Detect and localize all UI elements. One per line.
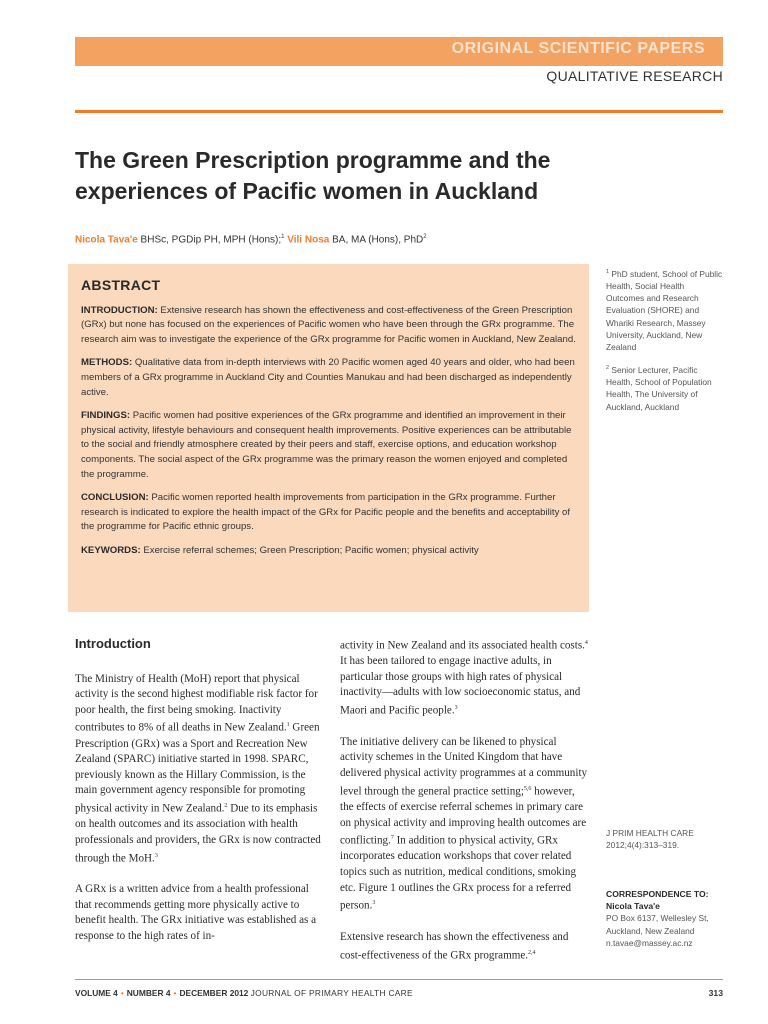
- abstract-heading: ABSTRACT: [81, 277, 161, 293]
- author-line: [75, 234, 427, 245]
- introduction-heading: Introduction: [75, 636, 151, 651]
- correspondence-address-1: PO Box 6137, Wellesley St,: [606, 913, 709, 924]
- citation: [606, 827, 724, 851]
- header-divider: [75, 110, 723, 113]
- methods-label: METHODS:: [81, 357, 133, 369]
- correspondence-name: Nicola Tava'e: [606, 901, 660, 912]
- author-2-affiliation-mark: 2: [423, 234, 427, 240]
- correspondence-heading: CORRESPONDENCE TO:: [606, 889, 709, 899]
- body-column-2: [340, 636, 591, 979]
- conclusion-label: CONCLUSION:: [81, 492, 149, 504]
- conclusion-text: Pacific women reported health improvements from participation in the GRx programme. Further research is indicated to explore the health impact of the GRx for Pacific people and the benefits and acceptability of the programme for Pacific ethnic groups.: [81, 492, 571, 533]
- findings-label: FINDINGS:: [81, 410, 131, 422]
- introduction-text: Extensive research has shown the effectiveness and cost-effectiveness of the Green Prescription (GRx) but none has focused on the experiences of Pacific women who have been through the GRx programme. The research aim was to investigate the experience of the GRx programme for Pacific women in Auckland, New Zealand.: [81, 304, 576, 345]
- abstract-conclusion: [81, 491, 577, 535]
- affiliation-1: $^1$ PhD student, School of Public Health, Social Health Outcomes and Research Evaluation (SHORE) and Whariki Research, Massey University, Auckland, New Zealand: [606, 268, 723, 353]
- page-number: 313: [708, 988, 723, 998]
- author-1-affiliation-mark: 1: [281, 234, 285, 240]
- correspondence-email[interactable]: n.tavae@massey.ac.nz: [606, 937, 693, 948]
- footer-divider: [75, 979, 723, 980]
- footer-volume: VOLUME 4: [75, 988, 118, 998]
- correspondence-address-2: Auckland, New Zealand: [606, 925, 695, 936]
- citation-volume: 2012;4(4):313–319.: [606, 840, 680, 851]
- citation-journal: J PRIM HEALTH CARE: [606, 828, 694, 838]
- findings-text: Pacific women had positive experiences of the GRx programme and identified an improvement in their physical activity, lifestyle behaviours and consequent health improvements. Positive experiences can be attributable to the social and friendly atmosphere created by their peers and staff, exercise options, and education workshop components. The social aspect of the GRx programme was the primary reason the women enjoyed and completed the programme.: [81, 410, 572, 480]
- section-banner: [75, 37, 723, 66]
- section-title: ORIGINAL SCIENTIFIC PAPERS: [451, 40, 705, 57]
- footer: [75, 988, 413, 998]
- paragraph: A GRx is a written advice from a health professional that recommends getting more physically active to benefit health. The GRx initiative was established as a response to the high rates of in-: [75, 883, 317, 943]
- abstract-findings: [81, 409, 577, 482]
- correspondence: [606, 888, 724, 949]
- paragraph: The initiative delivery can be likened to physical activity schemes in the United Kingdom that have delivered physical activity programmes at a community level through the general practice setting;$^{5,6}$ however, the effects of exercise referral schemes in primary care on physical activity and improving health outcomes are conflicting.$^7$ In addition to physical activity, GRx incorporates education workshops that cover related topics such as nutrition, medical conditions, smoking etc. Figure 1 outlines the GRx process for a referred person.$^3$: [340, 735, 588, 912]
- author-2-name: Vili Nosa: [287, 234, 330, 246]
- author-2-qualifications: BA, MA (Hons), PhD: [329, 234, 424, 246]
- abstract-introduction: [81, 304, 577, 348]
- article-title: The Green Prescription programme and the experiences of Pacific women in Auckland: [75, 147, 551, 204]
- keywords-text: Exercise referral schemes; Green Prescription; Pacific women; physical activity: [140, 544, 479, 556]
- abstract-box: [68, 264, 589, 612]
- author-1-name: Nicola Tava'e: [75, 234, 138, 246]
- introduction-label: INTRODUCTION:: [81, 304, 158, 316]
- footer-date: DECEMBER 2012: [179, 988, 249, 998]
- footer-bullet: •: [120, 988, 124, 998]
- keywords-label: KEYWORDS:: [81, 544, 141, 556]
- affiliation-2: $^2$ Senior Lecturer, Pacific Health, School of Population Health, The University of Auckland, Auckland: [606, 365, 712, 412]
- author-1-qualifications: BHSc, PGDip PH, MPH (Hons);: [137, 234, 282, 246]
- paragraph: Extensive research has shown the effectiveness and cost-effectiveness of the GRx programme.$^{2,4}$: [340, 930, 569, 962]
- subsection-title: QUALITATIVE RESEARCH: [546, 68, 723, 84]
- footer-number: NUMBER 4: [126, 988, 171, 998]
- paragraph: The Ministry of Health (MoH) report that physical activity is the second highest modifiable risk factor for poor health, the first being smoking. Inactivity contributes to 8% of all deaths in New Zealand.$^1$ Green Prescription (GRx) was a Sport and Recreation New Zealand (SPARC) initiative started in 1998. SPARC, previously known as the Hillary Commission, is the main government agency responsible for promoting physical activity in New Zealand.$^2$ Due to its emphasis on health outcomes and its association with health professionals and providers, the GRx is now contracted through the MoH.$^3$: [75, 672, 321, 865]
- body-column-1: [75, 636, 326, 960]
- footer-journal: JOURNAL OF PRIMARY HEALTH CARE: [250, 988, 413, 998]
- affiliations: [606, 266, 724, 422]
- footer-bullet: •: [173, 988, 177, 998]
- methods-text: Qualitative data from in-depth interviews with 20 Pacific women aged 40 years and older, who had been members of a GRx programme in Auckland City and Counties Manukau and had been discharged as independently active.: [81, 357, 575, 398]
- abstract-keywords: [81, 544, 577, 559]
- abstract-methods: [81, 356, 577, 400]
- paragraph: activity in New Zealand and its associated health costs.$^4$ It has been tailored to engage inactive adults, in particular those groups with high rates of physical inactivity—adults with low socioeconomic status, and Maori and Pacific people.$^3$: [340, 639, 588, 717]
